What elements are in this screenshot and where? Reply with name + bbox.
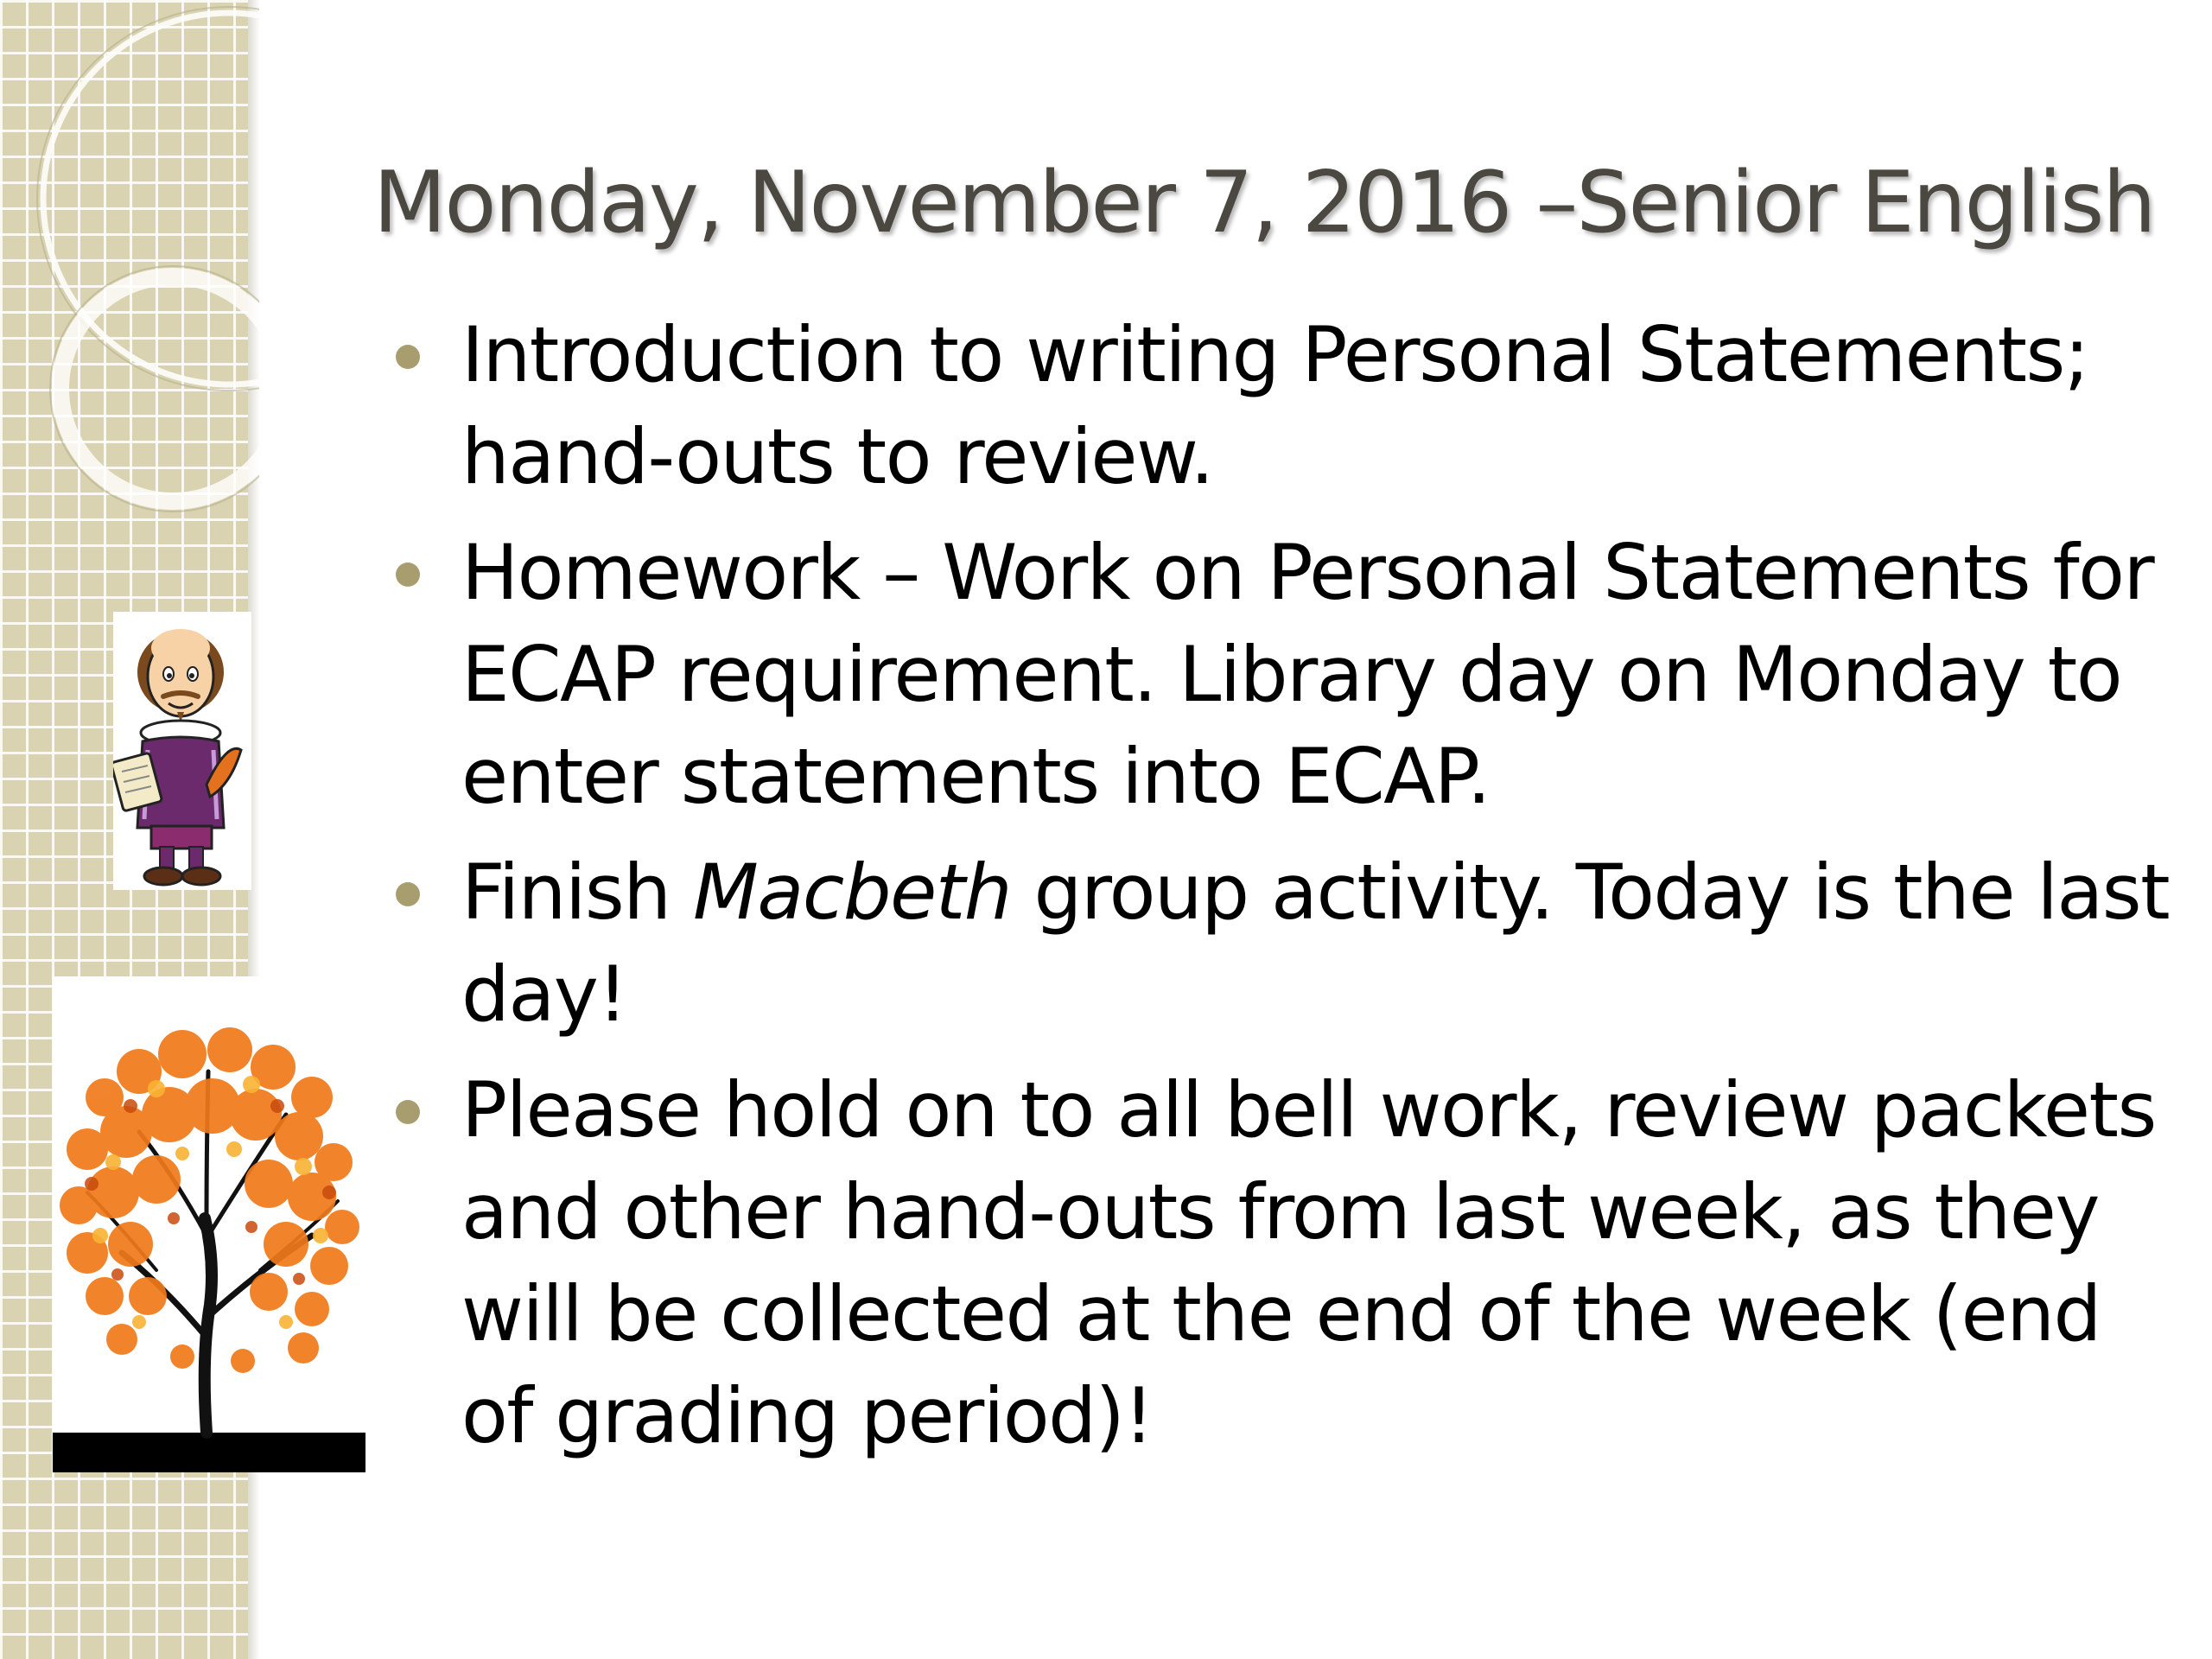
bullet-item [396, 304, 2176, 508]
bullet-text: Homework – Work on Personal Statements for ECAP requirement. Library day on Monday to enter statements into ECAP. [461, 528, 2154, 821]
small-ring [60, 276, 259, 501]
bullet-list [396, 304, 2176, 1481]
bullet-item [396, 522, 2176, 828]
bullet-text-start: Finish [461, 848, 693, 937]
shakespeare-image [113, 612, 251, 890]
autumn-tree-icon [53, 976, 365, 1472]
bullet-text-end: group activity. Today is the last day! [461, 848, 2170, 1039]
slide-title: Monday, November 7, 2016 –Senior English [373, 154, 2155, 252]
bullet-emphasis: Macbeth [692, 848, 1011, 937]
autumn-tree-image [53, 976, 365, 1472]
bullet-icon [396, 563, 420, 587]
rings-icon [0, 0, 259, 536]
bullet-icon [396, 1100, 420, 1124]
bullet-icon [396, 882, 420, 906]
bullet-text: Please hold on to all bell work, review packets and other hand-outs from last week, as they will be collected at the end of the week (end of grading period)! [461, 1065, 2156, 1460]
small-ring-outline [50, 266, 259, 512]
shakespeare-icon [113, 612, 251, 890]
bullet-item [396, 1059, 2176, 1467]
bullet-item [396, 842, 2176, 1046]
bullet-text: Introduction to writing Personal Statements; hand-outs to review. [461, 310, 2088, 501]
bullet-icon [396, 345, 420, 369]
